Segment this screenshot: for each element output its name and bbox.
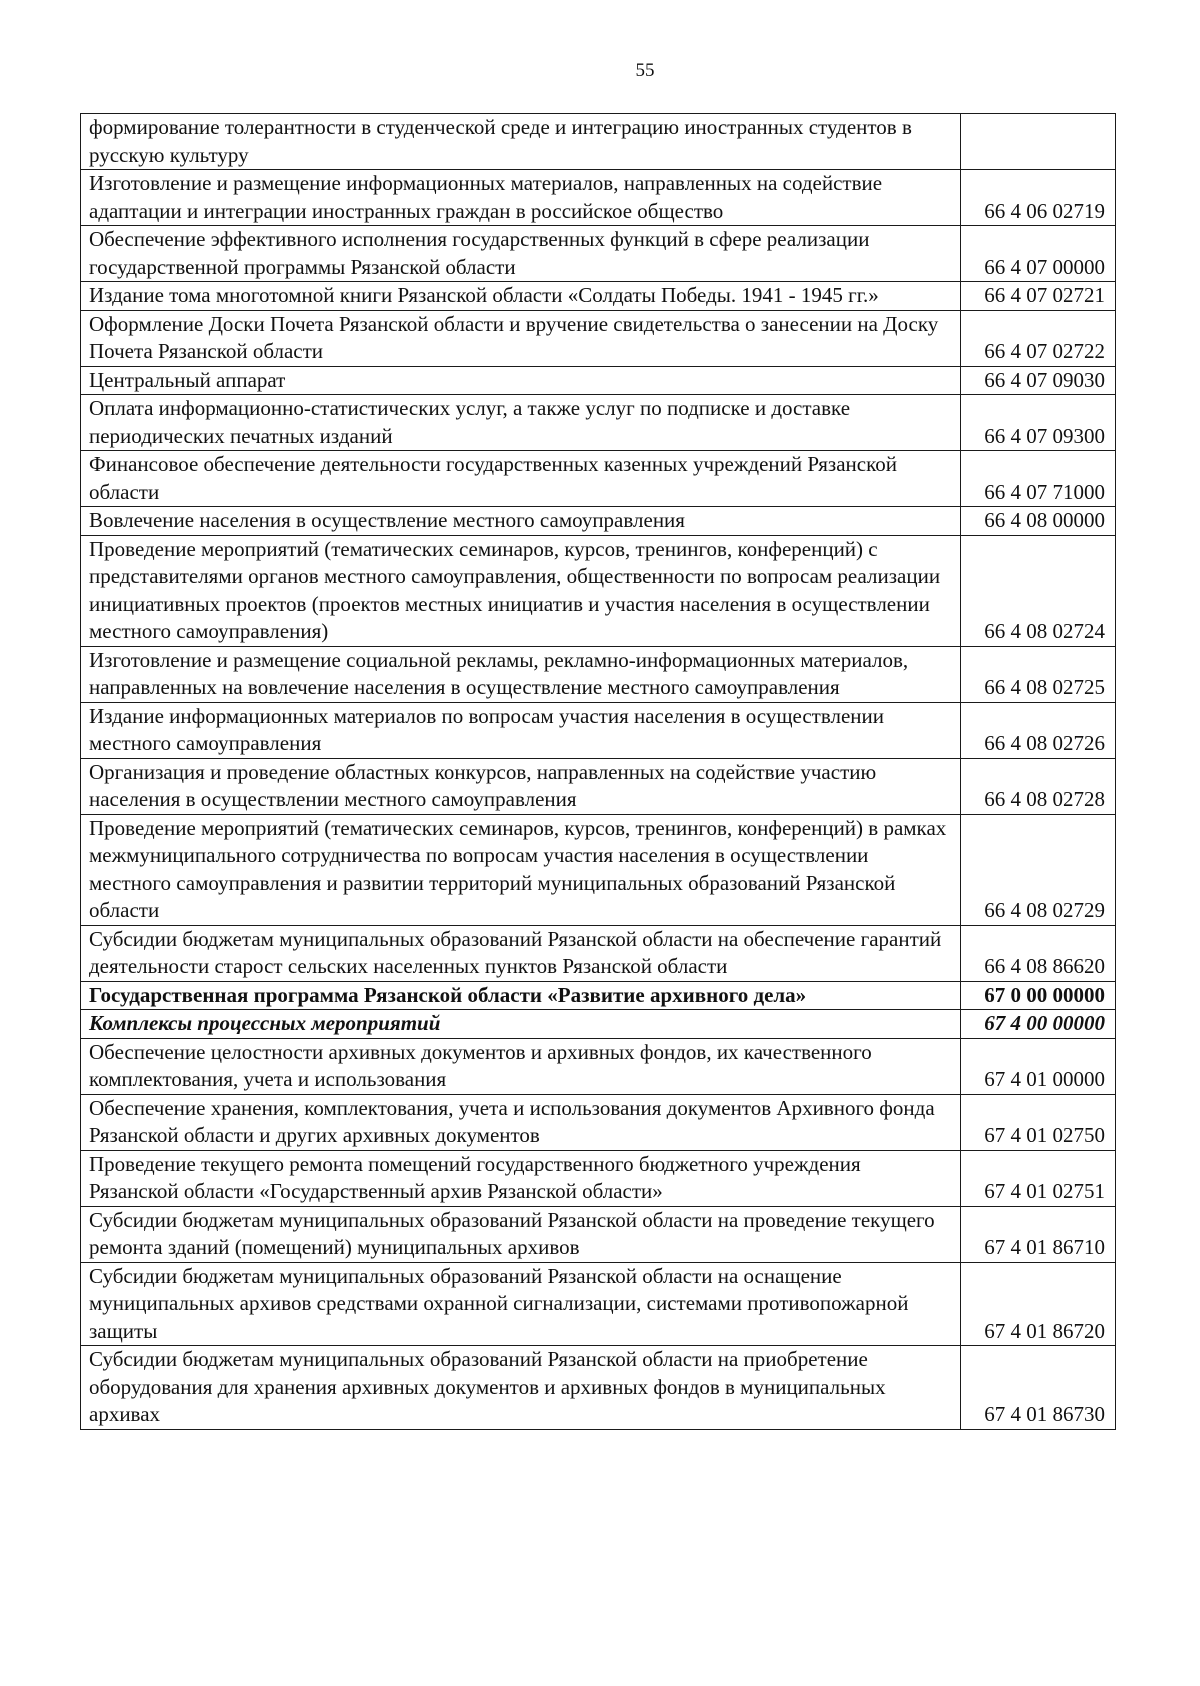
table-row	[81, 395, 1116, 451]
table-row	[81, 451, 1116, 507]
row-description: Государственная программа Рязанской области «Развитие архивного дела»	[81, 981, 961, 1010]
row-description: Субсидии бюджетам муниципальных образований Рязанской области на обеспечение гарантий деятельности старост сельских населенных пунктов Рязанской области	[81, 925, 961, 981]
table-row	[81, 226, 1116, 282]
row-code: 67 0 00 00000	[961, 981, 1116, 1010]
table-row	[81, 1038, 1116, 1094]
row-code: 67 4 01 02751	[961, 1150, 1116, 1206]
table-row	[81, 535, 1116, 646]
row-description: Обеспечение целостности архивных документов и архивных фондов, их качественного комплектования, учета и использования	[81, 1038, 961, 1094]
row-description: Комплексы процессных мероприятий	[81, 1010, 961, 1039]
table-row	[81, 170, 1116, 226]
row-code: 67 4 00 00000	[961, 1010, 1116, 1039]
row-code: 67 4 01 86710	[961, 1206, 1116, 1262]
row-code: 66 4 07 71000	[961, 451, 1116, 507]
row-code: 67 4 01 00000	[961, 1038, 1116, 1094]
table-row	[81, 1346, 1116, 1430]
row-description: Проведение мероприятий (тематических семинаров, курсов, тренингов, конференций) в рамках межмуниципального сотрудничества по вопросам участия населения в осуществлении местного самоуправления и развитии территорий муниципальных образований Рязанской области	[81, 814, 961, 925]
table-row	[81, 814, 1116, 925]
table-row	[81, 1150, 1116, 1206]
table-row	[81, 925, 1116, 981]
row-description: Субсидии бюджетам муниципальных образований Рязанской области на приобретение оборудования для хранения архивных документов и архивных фондов в муниципальных архивах	[81, 1346, 961, 1430]
row-code: 67 4 01 86720	[961, 1262, 1116, 1346]
budget-classification-table	[80, 113, 1116, 1430]
row-code: 66 4 08 02725	[961, 646, 1116, 702]
table-row-program	[81, 981, 1116, 1010]
table-row	[81, 282, 1116, 311]
table-row	[81, 114, 1116, 170]
row-description: Центральный аппарат	[81, 366, 961, 395]
row-code: 66 4 06 02719	[961, 170, 1116, 226]
row-description: Проведение мероприятий (тематических семинаров, курсов, тренингов, конференций) с представителями органов местного самоуправления, общественности по вопросам реализации инициативных проектов (проектов местных инициатив и участия населения в осуществлении местного самоуправления)	[81, 535, 961, 646]
row-description: Организация и проведение областных конкурсов, направленных на содействие участию населения в осуществлении местного самоуправления	[81, 758, 961, 814]
row-description: Оплата информационно-статистических услуг, а также услуг по подписке и доставке периодических печатных изданий	[81, 395, 961, 451]
table-row	[81, 1094, 1116, 1150]
page-number: 55	[635, 60, 655, 81]
row-description: формирование толерантности в студенческой среде и интеграцию иностранных студентов в русскую культуру	[81, 114, 961, 170]
row-code: 67 4 01 02750	[961, 1094, 1116, 1150]
row-description: Оформление Доски Почета Рязанской области и вручение свидетельства о занесении на Доску Почета Рязанской области	[81, 310, 961, 366]
row-description: Финансовое обеспечение деятельности государственных казенных учреждений Рязанской области	[81, 451, 961, 507]
row-code: 66 4 08 02729	[961, 814, 1116, 925]
row-code	[961, 114, 1116, 170]
row-description: Обеспечение хранения, комплектования, учета и использования документов Архивного фонда Рязанской области и других архивных документов	[81, 1094, 961, 1150]
row-code: 66 4 07 09300	[961, 395, 1116, 451]
row-code: 66 4 08 02724	[961, 535, 1116, 646]
row-code: 66 4 08 02726	[961, 702, 1116, 758]
table-row	[81, 646, 1116, 702]
row-description: Издание информационных материалов по вопросам участия населения в осуществлении местного самоуправления	[81, 702, 961, 758]
row-description: Субсидии бюджетам муниципальных образований Рязанской области на оснащение муниципальных архивов средствами охранной сигнализации, системами противопожарной защиты	[81, 1262, 961, 1346]
row-description: Издание тома многотомной книги Рязанской области «Солдаты Победы. 1941 - 1945 гг.»	[81, 282, 961, 311]
table-row	[81, 758, 1116, 814]
table-row	[81, 1206, 1116, 1262]
table-row	[81, 507, 1116, 536]
row-code: 67 4 01 86730	[961, 1346, 1116, 1430]
row-description: Изготовление и размещение социальной рекламы, рекламно-информационных материалов, направленных на вовлечение населения в осуществление местного самоуправления	[81, 646, 961, 702]
table-row	[81, 1262, 1116, 1346]
row-description: Обеспечение эффективного исполнения государственных функций в сфере реализации государственной программы Рязанской области	[81, 226, 961, 282]
row-code: 66 4 08 00000	[961, 507, 1116, 536]
row-description: Субсидии бюджетам муниципальных образований Рязанской области на проведение текущего ремонта зданий (помещений) муниципальных архивов	[81, 1206, 961, 1262]
row-description: Изготовление и размещение информационных материалов, направленных на содействие адаптации и интеграции иностранных граждан в российское общество	[81, 170, 961, 226]
row-code: 66 4 08 02728	[961, 758, 1116, 814]
row-description: Вовлечение населения в осуществление местного самоуправления	[81, 507, 961, 536]
table-row	[81, 366, 1116, 395]
table-row	[81, 702, 1116, 758]
table-row	[81, 310, 1116, 366]
row-code: 66 4 08 86620	[961, 925, 1116, 981]
row-code: 66 4 07 02722	[961, 310, 1116, 366]
row-code: 66 4 07 00000	[961, 226, 1116, 282]
table-row-section	[81, 1010, 1116, 1039]
row-description: Проведение текущего ремонта помещений государственного бюджетного учреждения Рязанской области «Государственный архив Рязанской области»	[81, 1150, 961, 1206]
row-code: 66 4 07 02721	[961, 282, 1116, 311]
row-code: 66 4 07 09030	[961, 366, 1116, 395]
